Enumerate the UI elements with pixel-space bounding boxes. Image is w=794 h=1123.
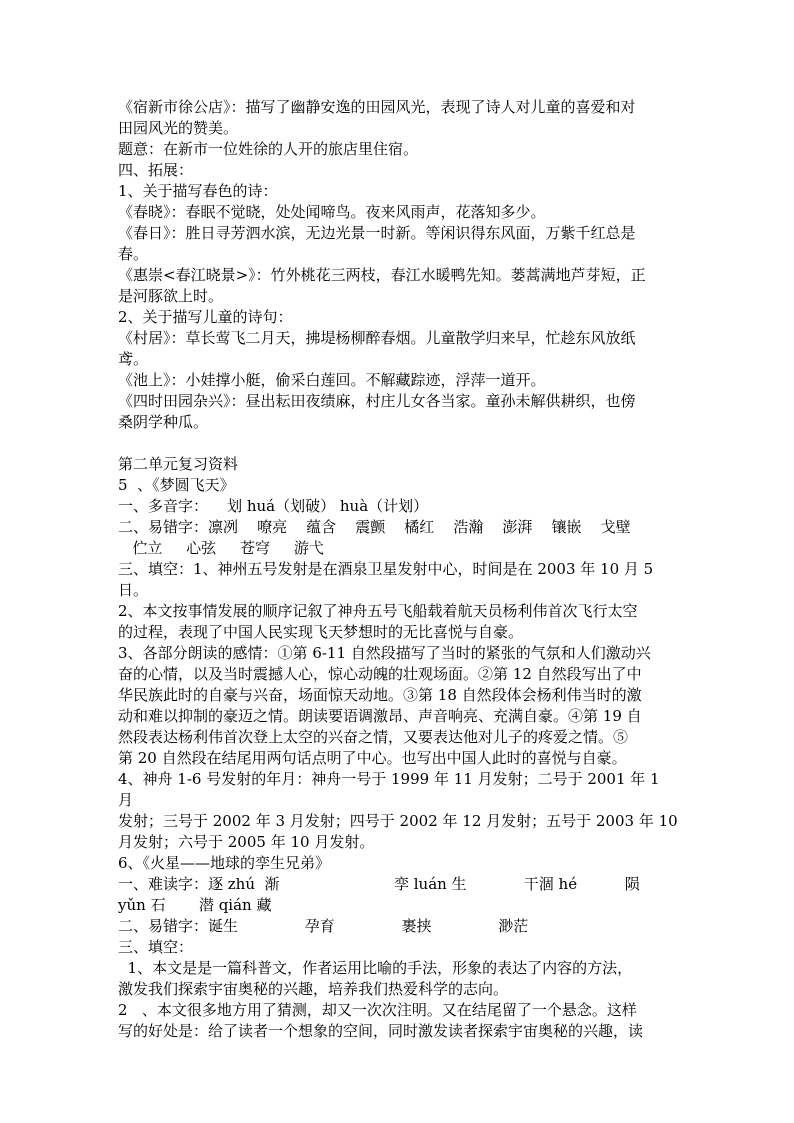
fill-line: 华民族此时的自豪与兴奋，场面惊天动地。③第 18 自然段体会杨利伟当时的激 <box>118 686 642 704</box>
fill-line: 2、本文按事情发展的顺序记叙了神舟五号飞船载着航天员杨利伟首次飞行太空 <box>118 602 638 620</box>
fill-line: 动和难以抑制的豪迈之情。朗读要语调激昂、声音响亮、充满自豪。④第 19 自 <box>118 707 642 725</box>
poem-line: 《村居》：草长莺飞二月天，拂堤杨柳醉春烟。儿童散学归来早，忙趁东风放纸 <box>118 329 636 347</box>
poem-line: 桑阴学种瓜。 <box>118 413 209 431</box>
fill-line: 4、神舟 1-6 号发射的年月：神舟一号于 1999 年 11 月发射；二号于 2001 年 1 月 <box>118 770 665 809</box>
fill-line: 然段表达杨利伟首次登上太空的兴奋之情，又要表达他对儿子的疼爱之情。⑤ <box>118 728 629 746</box>
unit-title: 第二单元复习资料 <box>118 455 239 473</box>
poem-note-line: 田园风光的赞美。 <box>118 119 239 137</box>
lesson-title: 6、《火星——地球的孪生兄弟》 <box>118 854 331 872</box>
hard-words-line: 一、难读字：逐 zhú 渐 孪 luán 生 干涸 hé 陨 <box>118 875 640 893</box>
poem-line: 《惠崇<春江晓景>》：竹外桃花三两枝，春江水暖鸭先知。蒌蒿满地芦芽短，正 <box>118 266 646 284</box>
hard-words-line: yǔn 石 潜 qián 藏 <box>118 896 272 914</box>
typo-words-line: 伫立 心弦 苍穹 游弋 <box>118 539 324 557</box>
section-heading-extension: 四、拓展： <box>118 161 194 179</box>
fill-line: 奋的心情，以及当时震撼人心，惊心动魄的壮观场面。②第 12 自然段写出了中 <box>118 665 642 683</box>
fill-line: 发射；三号于 2002 年 3 月发射；四号于 2002 年 12 月发射；五号于 2003 年 10 <box>118 812 678 830</box>
title-meaning: 题意：在新市一位姓徐的人开的旅店里住宿。 <box>118 140 419 158</box>
poem-note-line: 《宿新市徐公店》：描写了幽静安逸的田园风光，表现了诗人对儿童的喜爱和对 <box>118 98 636 116</box>
poem-line: 《春晓》：春眠不觉晓，处处闻啼鸟。夜来风雨声，花落知多少。 <box>118 203 546 221</box>
fill-line: 2 、本文很多地方用了猜测，却又一次次注明。又在结尾留了一个悬念。这样 <box>118 1001 637 1019</box>
fill-line: 月发射；六号于 2005 年 10 月发射。 <box>118 833 375 851</box>
fill-line: 日。 <box>118 581 149 599</box>
spring-poems-heading: 1、关于描写春色的诗： <box>118 182 278 200</box>
typo-words-line: 二、易错字：凛冽 嘹亮 蕴含 震颤 橘红 浩瀚 澎湃 镶嵌 戈壁 <box>118 518 631 536</box>
polyphone-line: 一、多音字： 划 huá（划破） huà（计划） <box>118 497 429 515</box>
child-poems-heading: 2、关于描写儿童的诗句： <box>118 308 293 326</box>
poem-line: 《春日》：胜日寻芳泗水滨，无边光景一时新。等闲识得东风面，万紫千红总是 <box>118 224 636 242</box>
poem-line: 《四时田园杂兴》：昼出耘田夜绩麻，村庄儿女各当家。童孙未解供耕织，也傍 <box>118 392 636 410</box>
fill-line: 写的好处是：给了读者一个想象的空间，同时激发读者探索宇宙奥秘的兴趣，读 <box>118 1022 644 1040</box>
poem-line: 是河豚欲上时。 <box>118 287 224 305</box>
poem-line: 鸢。 <box>118 350 149 368</box>
fill-line: 三、填空：1、神州五号发射是在酒泉卫星发射中心，时间是在 2003 年 10 月 5 <box>118 560 654 578</box>
poem-line: 《池上》：小娃撑小艇，偷采白莲回。不解藏踪迹，浮萍一道开。 <box>118 371 546 389</box>
fill-line: 1、本文是是一篇科普文，作者运用比喻的手法，形象的表达了内容的方法， <box>118 959 633 977</box>
fill-line: 第 20 自然段在结尾用两句话点明了中心。也写出中国人此时的喜悦与自豪。 <box>118 749 627 767</box>
paragraph-gap <box>118 433 678 454</box>
document-body <box>118 97 678 1042</box>
fill-line: 的过程，表现了中国人民实现飞天梦想时的无比喜悦与自豪。 <box>118 623 524 641</box>
poem-line: 春。 <box>118 245 149 263</box>
fill-line: 激发我们探索宇宙奥秘的兴趣，培养我们热爱科学的志向。 <box>118 980 509 998</box>
fill-line: 3、各部分朗读的感情：①第 6-11 自然段描写了当时的紧张的气氛和人们激动兴 <box>118 644 651 662</box>
lesson-title: 5 、《梦圆飞天》 <box>118 476 235 494</box>
typo-words-line: 二、易错字：诞生 孕育 裹挟 渺茫 <box>118 917 529 935</box>
fill-heading: 三、填空： <box>118 938 194 956</box>
